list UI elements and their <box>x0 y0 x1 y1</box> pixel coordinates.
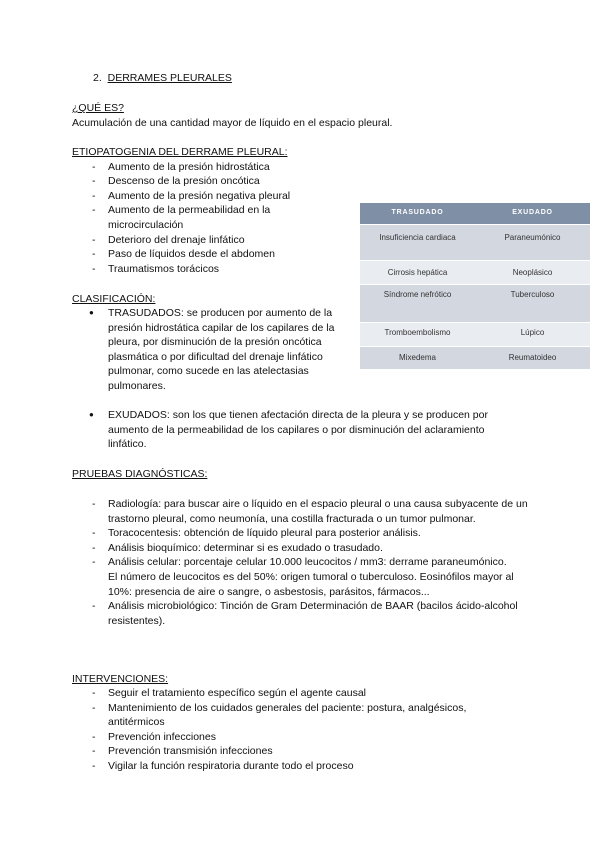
list-item: - Paso de líquidos desde el abdomen <box>72 247 322 262</box>
list-item: - Seguir el tratamiento específico según el agente causal <box>72 686 522 701</box>
etiopatogenia-block <box>72 145 322 276</box>
que-es-text: Acumulación de una cantidad mayor de líquido en el espacio pleural. <box>72 116 393 129</box>
list-item: - Análisis celular: porcentaje celular 10.000 leucocitos / mm3: derrame paraneumónico. El número de leucocitos es del 50%: origen tumoral o tuberculoso. Eosinófilos mayor al 10%: presencia de aire o sangre, o asbestosis, parásitos, fármacos... <box>72 555 518 599</box>
trasudado-exudado-table <box>360 203 590 369</box>
list-item: - Prevención transmisión infecciones <box>72 744 522 759</box>
list-item: - Radiología: para buscar aire o líquido en el espacio pleural o una causa subyacente de un trastorno pleural, como neumonía, una costilla fracturada o un tumor pulmonar. <box>72 497 530 526</box>
pruebas-heading: PRUEBAS DIAGNÓSTICAS: <box>72 468 208 480</box>
list-item: - Deterioro del drenaje linfático <box>72 233 322 248</box>
list-item: - Análisis bioquímico: determinar si es exudado o trasudado. <box>72 541 530 556</box>
list-item: - Mantenimiento de los cuidados generales del paciente: postura, analgésicos, antitérmicos <box>72 701 522 730</box>
table-cell: Paraneumónico <box>475 225 590 261</box>
list-item: - Prevención infecciones <box>72 730 522 745</box>
table-header-exudado: EXUDADO <box>475 203 590 225</box>
list-item: - Vigilar la función respiratoria durante todo el proceso <box>72 759 522 774</box>
list-item-trasudados: ● TRASUDADOS: se producen por aumento de la presión hidrostática capilar de los capilares de la pleura, por disminución de la presión oncótica plasmática o por dificultad del drenaje linfático pulmonar, como sucede en las atelectasias pulmonares. <box>72 306 354 394</box>
table-cell: Lúpico <box>475 323 590 347</box>
table-cell: Síndrome nefrótico <box>360 285 475 323</box>
clasificacion-heading: CLASIFICACIÓN: <box>72 293 156 305</box>
table-header-trasudado: TRASUDADO <box>360 203 475 225</box>
etiopatogenia-heading: ETIOPATOGENIA DEL DERRAME PLEURAL: <box>72 146 288 158</box>
que-es-block <box>72 101 532 130</box>
section-number: 2. <box>93 72 102 84</box>
list-item-exudados: ● EXUDADOS: son los que tienen afectación directa de la pleura y se producen por aumento de la permeabilidad de los capilares o por disminución del aclaramiento linfático. <box>72 408 522 452</box>
table-cell: Mixedema <box>360 347 475 369</box>
section-title-text: DERRAMES PLEURALES <box>107 72 232 84</box>
clasificacion-exudados-list <box>72 408 522 452</box>
list-item: - Análisis microbiológico: Tinción de Gram Determinación de BAAR (bacilos ácido-alcohol resistentes). <box>72 599 518 628</box>
table-cell: Tuberculoso <box>475 285 590 323</box>
list-item: - Aumento de la permeabilidad en la microcirculación <box>72 203 298 232</box>
clasificacion-trasudados-list <box>72 306 354 394</box>
intervenciones-list <box>72 686 522 774</box>
table-cell: Insuficiencia cardiaca <box>360 225 475 261</box>
list-item: - Aumento de la presión hidrostática <box>72 160 322 175</box>
list-item: - Toracocentesis: obtención de líquido pleural para posterior análisis. <box>72 526 530 541</box>
section-title <box>93 71 232 86</box>
que-es-heading: ¿QUÉ ES? <box>72 102 124 114</box>
intervenciones-heading: INTERVENCIONES: <box>72 673 169 685</box>
list-item: - Aumento de la presión negativa pleural <box>72 189 322 204</box>
table-cell: Reumatoideo <box>475 347 590 369</box>
list-item: - Descenso de la presión oncótica <box>72 174 322 189</box>
table-cell: Cirrosis hepática <box>360 261 475 285</box>
table-cell: Neoplásico <box>475 261 590 285</box>
list-item: - Traumatismos torácicos <box>72 262 322 277</box>
etiopatogenia-list <box>72 160 322 277</box>
pruebas-list <box>72 497 530 628</box>
table-cell: Tromboembolismo <box>360 323 475 347</box>
